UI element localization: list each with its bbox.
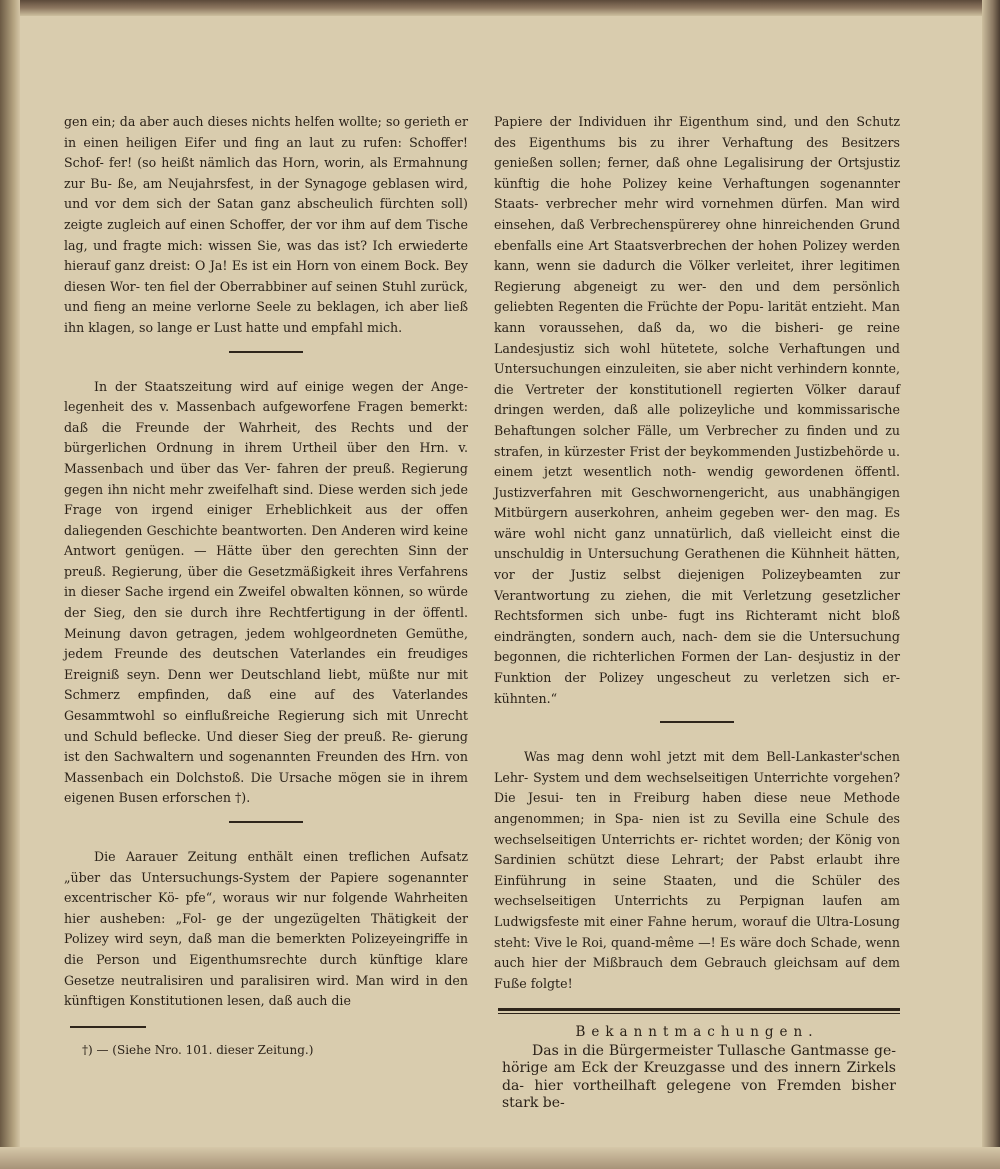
section-divider	[229, 821, 303, 823]
announcements-heading: Bekanntmachungen.	[575, 1024, 819, 1041]
announcements-divider	[498, 1008, 900, 1014]
right-paragraph-2: Was mag denn wohl jetzt mit dem Bell-Lankaster'schen Lehr- System und dem wechselseitigen Unterrichte vorgehen? Die Jesui- ten in Freiburg haben diese neue Methode angenommen; in Spa- nien ist zu Sevilla eine Schule des wechselseitigen Unterrichts er- richtet worden; der König von Sardinien schützt diese Lehrart; der Pabst erlaubt ihre Einführung in seine Staaten, und die Schüler des wechselseitigen Unterrichts zu Perpignan laufen am Ludwigsfeste mit einer Fahne herum, worauf die Ultra-Losung steht: Vive le Roi, quand-même —! Es wäre doch Schade, wenn auch hier der Mißbrauch dem Gebrauch gleichsam auf dem Fuße folgte!	[494, 749, 900, 991]
right-column	[494, 112, 900, 1113]
section-divider	[660, 721, 734, 723]
footnote: †) — (Siehe Nro. 101. dieser Zeitung.)	[82, 1042, 314, 1057]
left-paragraph-2: In der Staatszeitung wird auf einige wegen der Ange- legenheit des v. Massenbach aufgeworfene Fragen bemerkt: daß die Freunde der Wahrheit, des Rechts und der bürgerlichen Ordnung in ihrem Urtheil über den Hrn. v. Massenbach und über das Ver- fahren der preuß. Regierung gegen ihn nicht mehr zweifelhaft sind. Diese werden sich jede Frage von irgend einiger Erheblichkeit aus der offen daliegenden Geschichte beantworten. Den Anderen wird keine Antwort genügen. — Hätte über den gerechten Sinn der preuß. Regierung, über die Gesetzmäßigkeit ihres Verfahrens in dieser Sache irgend ein Zweifel obwalten können, so würde der Sieg, den sie durch ihre Rechtfertigung in der öffentl. Meinung davon getragen, jedem wohlgeordneten Gemüthe, jedem Freunde des deutschen Vaterlandes ein freudiges Ereigniß seyn. Denn wer Deutschland liebt, müßte nur mit Schmerz empfinden, daß eine auf des Vaterlandes Gesammtwohl so einflußreiche Regierung sich mit Unrecht und Schuld beflecke. Und dieser Sieg der preuß. Re- gierung ist den Sachwaltern und sogenannten Freunden des Hrn. von Massenbach ein Dolchstoß. Die Ursache mögen sie in ihrem eigenen Busen erforschen †).	[64, 378, 468, 806]
section-divider	[229, 351, 303, 353]
left-column	[64, 112, 468, 1060]
page-binding-edge	[0, 0, 20, 1169]
page-top-edge	[0, 0, 1000, 16]
page-bottom-edge	[0, 1147, 1000, 1169]
footnote-divider	[70, 1026, 146, 1028]
page-right-edge	[982, 0, 1000, 1169]
left-paragraph-1: gen ein; da aber auch dieses nichts helfen wollte; so gerieth er in einen heiligen Eifer und fing an laut zu rufen: Schoffer! Schof- fer! (so heißt nämlich das Horn, worin, als Ermahnung zur Bu- ße, am Neujahrsfest, in der Synagoge geblasen wird, und vor dem sich der Satan ganz abscheulich fürchten soll) zeigte zugleich auf einen Schoffer, der vor ihm auf dem Tische lag, und fragte mich: wissen Sie, was das ist? Ich erwiederte hierauf ganz dreist: O Ja! Es ist ein Horn von einem Bock. Bey diesen Wor- ten fiel der Oberrabbiner auf seinen Stuhl zurück, und fieng an meine verlorne Seele zu beklagen, ich aber ließ ihn klagen, so lange er Lust hatte und empfahl mich.	[64, 114, 468, 335]
announcement-paragraph: Das in die Bürgermeister Tullasche Gantmasse ge- hörige am Eck der Kreuzgasse und des innern Zirkels da- hier vortheilhaft gelegene von Fremden bisher stark be-	[502, 1042, 896, 1112]
right-paragraph-1: Papiere der Individuen ihr Eigenthum sind, und den Schutz des Eigenthums bis zu ihrer Verhaftung des Besitzers genießen sollen; ferner, daß ohne Legalisirung der Ortsjustiz künftig die hohe Polizey keine Verhaftungen sogenannter Staats- verbrecher mehr wird vornehmen dürfen. Man wird einsehen, daß Verbrechenspürerey ohne hinreichenden Grund ebenfalls eine Art Staatsverbrechen der hohen Polizey werden kann, wenn sie dadurch die Völker verleitet, ihrer legitimen Regierung abgeneigt zu wer- den und dem persönlich geliebten Regenten die Früchte der Popu- larität entzieht. Man kann voraussehen, daß da, wo die bisheri- ge reine Landesjustiz sich wohl hütetete, solche Verhaftungen und Untersuchungen einzuleiten, sie aber nicht verhindern konnte, die Vertreter der konstitutionell regierten Völker darauf dringen werden, daß alle polizeyliche und kommissarische Behaftungen solcher Fälle, um Verbrecher zu finden und zu strafen, in kürzester Frist der beykommenden Justizbehörde u. einem jetzt wesentlich noth- wendig gewordenen öffentl. Justizverfahren mit Geschwornengericht, aus unabhängigen Mitbürgern auserkohren, anheim gegeben wer- den mag. Es wäre wohl nicht ganz unnatürlich, daß vielleicht einst die unschuldig in Untersuchung Gerathenen die Kühnheit hätten, vor der Justiz selbst diejenigen Polizeybeamten zur Verantwortung zu ziehen, die mit Verletzung gesetzlicher Rechtsformen sich unbe- fugt ins Richteramt nicht bloß eindrängten, sondern auch, nach- dem sie die Untersuchung begonnen, die richterlichen Formen der Lan- desjustiz in der Funktion der Polizey ungescheut zu verletzen sich er- kühnten.“	[494, 114, 901, 706]
left-paragraph-3: Die Aarauer Zeitung enthält einen treflichen Aufsatz „über das Untersuchungs-System der Papiere sogenannter excentrischer Kö- pfe“, woraus wir nur folgende Wahrheiten hier ausheben: „Fol- ge der ungezügelten Thätigkeit der Polizey wird seyn, daß man die bemerkten Polizeyeingriffe in die Person und Eigenthumsrechte durch künftige klare Gesetze neutralisiren und paralisiren wird. Man wird in den künftigen Konstitutionen lesen, daß auch die	[64, 849, 468, 1009]
